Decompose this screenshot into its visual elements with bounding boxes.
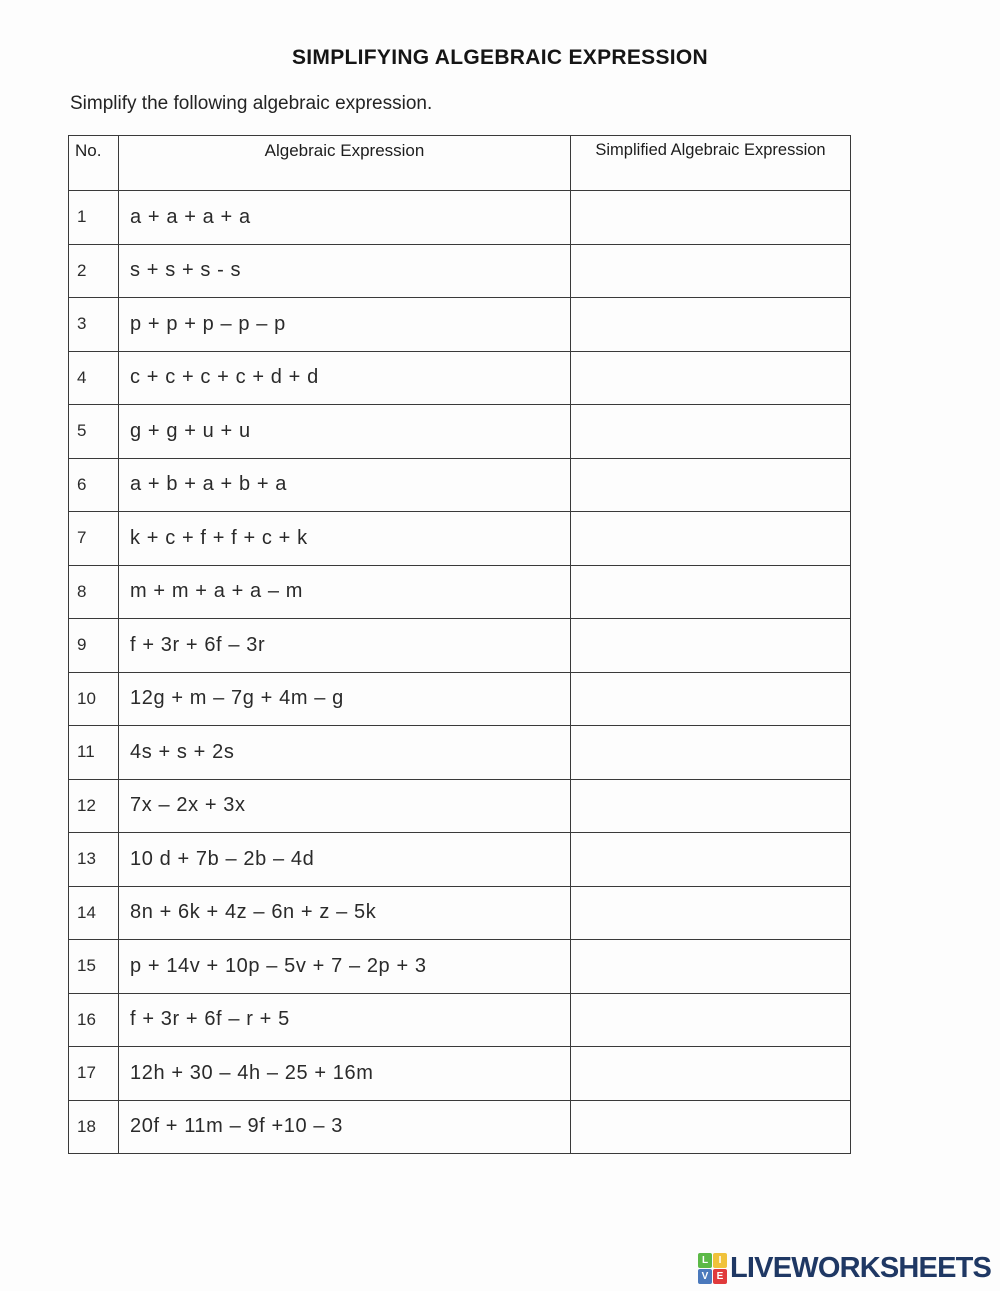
row-number: 6: [69, 458, 119, 512]
expression-cell: f + 3r + 6f – r + 5: [119, 993, 571, 1047]
row-number: 14: [69, 886, 119, 940]
row-number: 5: [69, 405, 119, 459]
row-number: 7: [69, 512, 119, 566]
row-number: 2: [69, 244, 119, 298]
row-number: 13: [69, 833, 119, 887]
liveworksheets-logo: [698, 1253, 991, 1284]
logo-square-v: V: [698, 1269, 712, 1284]
table-row: [69, 993, 851, 1047]
header-no: No.: [69, 136, 119, 191]
row-number: 10: [69, 672, 119, 726]
table-header: [69, 136, 851, 191]
expression-cell: 12h + 30 – 4h – 25 + 16m: [119, 1047, 571, 1101]
expression-cell: c + c + c + c + d + d: [119, 351, 571, 405]
expression-cell: f + 3r + 6f – 3r: [119, 619, 571, 673]
row-number: 18: [69, 1100, 119, 1154]
row-number: 8: [69, 565, 119, 619]
table-row: [69, 726, 851, 780]
logo-square-l: L: [698, 1253, 712, 1268]
answer-cell[interactable]: [571, 940, 851, 994]
table-row: [69, 191, 851, 245]
expression-cell: 20f + 11m – 9f +10 – 3: [119, 1100, 571, 1154]
table-row: [69, 1047, 851, 1101]
answer-cell[interactable]: [571, 993, 851, 1047]
page-title: SIMPLIFYING ALGEBRAIC EXPRESSION: [291, 46, 709, 69]
answer-cell[interactable]: [571, 886, 851, 940]
table-row: [69, 351, 851, 405]
expression-cell: 10 d + 7b – 2b – 4d: [119, 833, 571, 887]
answer-cell[interactable]: [571, 298, 851, 352]
table-row: [69, 405, 851, 459]
expression-cell: a + a + a + a: [119, 191, 571, 245]
instruction-text: Simplify the following algebraic expression.: [70, 93, 433, 114]
table-row: [69, 672, 851, 726]
answer-cell[interactable]: [571, 1100, 851, 1154]
table-row: [69, 886, 851, 940]
worksheet-table: [68, 135, 851, 1154]
expression-cell: g + g + u + u: [119, 405, 571, 459]
expression-cell: p + p + p – p – p: [119, 298, 571, 352]
table-row: [69, 244, 851, 298]
logo-square-e: E: [713, 1269, 727, 1284]
answer-cell[interactable]: [571, 726, 851, 780]
row-number: 4: [69, 351, 119, 405]
row-number: 3: [69, 298, 119, 352]
answer-cell[interactable]: [571, 672, 851, 726]
expression-cell: 8n + 6k + 4z – 6n + z – 5k: [119, 886, 571, 940]
expression-cell: 12g + m – 7g + 4m – g: [119, 672, 571, 726]
table-row: [69, 833, 851, 887]
table-row: [69, 940, 851, 994]
row-number: 16: [69, 993, 119, 1047]
answer-cell[interactable]: [571, 458, 851, 512]
answer-cell[interactable]: [571, 833, 851, 887]
row-number: 15: [69, 940, 119, 994]
liveworksheets-logo-text: LIVEWORKSHEETS: [730, 1252, 992, 1284]
expression-cell: a + b + a + b + a: [119, 458, 571, 512]
answer-cell[interactable]: [571, 565, 851, 619]
expression-cell: 7x – 2x + 3x: [119, 779, 571, 833]
answer-cell[interactable]: [571, 1047, 851, 1101]
answer-cell[interactable]: [571, 619, 851, 673]
table-row: [69, 512, 851, 566]
header-expression: Algebraic Expression: [119, 136, 571, 191]
answer-cell[interactable]: [571, 405, 851, 459]
expression-cell: p + 14v + 10p – 5v + 7 – 2p + 3: [119, 940, 571, 994]
table-row: [69, 619, 851, 673]
liveworksheets-logo-icon: [698, 1253, 727, 1284]
answer-cell[interactable]: [571, 244, 851, 298]
answer-cell[interactable]: [571, 351, 851, 405]
header-simplified: Simplified Algebraic Expression: [571, 136, 851, 191]
table-row: [69, 298, 851, 352]
worksheet-table-body: [69, 191, 851, 1154]
answer-cell[interactable]: [571, 512, 851, 566]
expression-cell: 4s + s + 2s: [119, 726, 571, 780]
table-row: [69, 1100, 851, 1154]
expression-cell: m + m + a + a – m: [119, 565, 571, 619]
answer-cell[interactable]: [571, 191, 851, 245]
row-number: 9: [69, 619, 119, 673]
table-row: [69, 565, 851, 619]
row-number: 11: [69, 726, 119, 780]
table-row: [69, 779, 851, 833]
table-row: [69, 458, 851, 512]
answer-cell[interactable]: [571, 779, 851, 833]
expression-cell: s + s + s - s: [119, 244, 571, 298]
row-number: 17: [69, 1047, 119, 1101]
row-number: 1: [69, 191, 119, 245]
logo-square-i: I: [713, 1253, 727, 1268]
expression-cell: k + c + f + f + c + k: [119, 512, 571, 566]
row-number: 12: [69, 779, 119, 833]
